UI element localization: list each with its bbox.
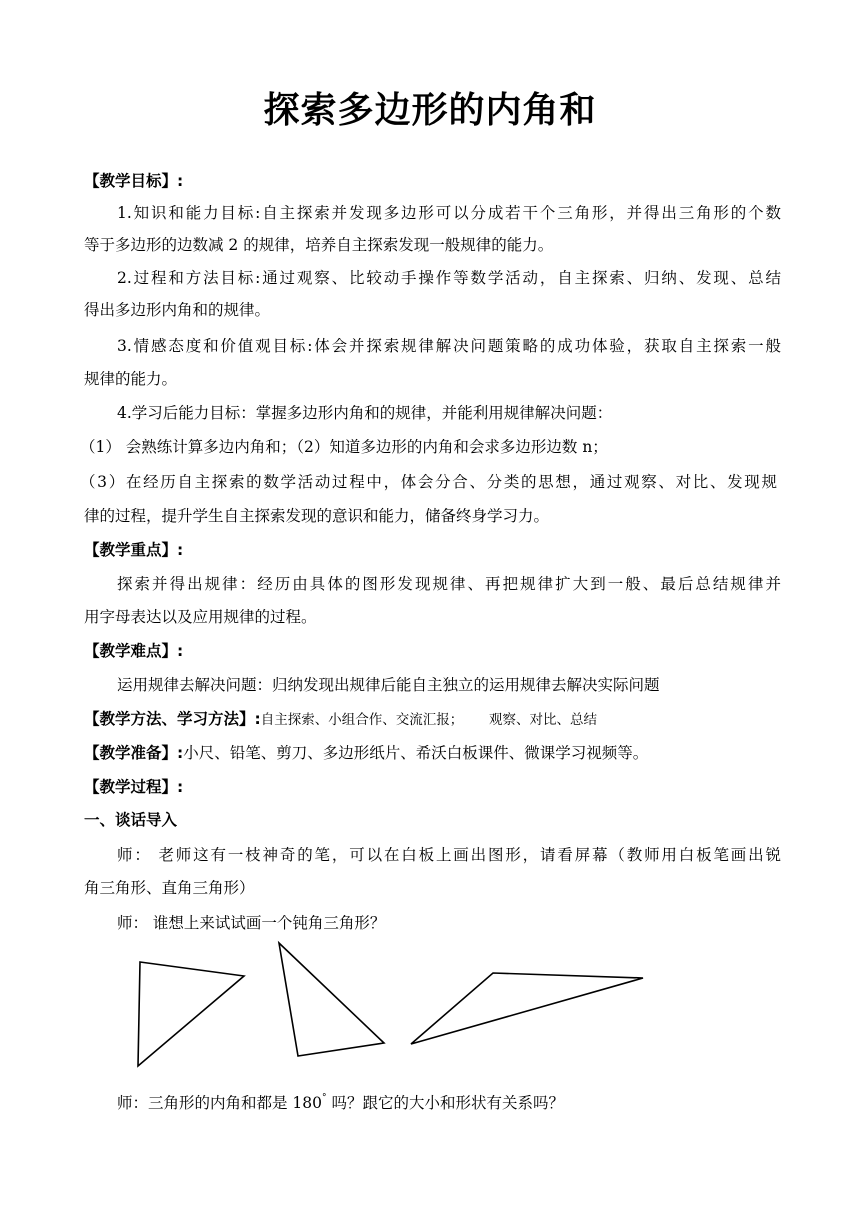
obtuse-triangle [411, 973, 643, 1044]
right-triangle [279, 943, 384, 1056]
objective-2-line-1: 2.过程和方法目标:通过观察、比较动手操作等数学活动，自主探索、归纳、发现、总结 [117, 269, 781, 287]
preparation-text: 小尺、铅笔、剪刀、多边形纸片、希沃白板课件、微课学习视频等。 [183, 744, 649, 762]
difficulties-line-1: 运用规律去解决问题：归纳发现出规律后能自主独立的运用规律去解决实际问题 [117, 676, 660, 694]
methods-text: 自主探索、小组合作、交流汇报； 观察、对比、总结 [260, 712, 597, 728]
objective-sub-3-line-2: 律的过程，提升学生自主探索发现的意识和能力，储备终身学习力。 [84, 507, 550, 525]
page-title: 探索多边形的内角和 [263, 90, 597, 131]
objective-1-line-2: 等于多边形的边数减 2 的规律，培养自主探索发现一般规律的能力。 [84, 236, 554, 254]
objectives-heading: 【教学目标】: [84, 172, 184, 190]
key-points-line-2: 用字母表达以及应用规律的过程。 [84, 608, 317, 626]
acute-triangle [138, 962, 244, 1066]
degree-symbol: ° [322, 1093, 327, 1103]
teacher-line-3 [117, 1088, 817, 1113]
process-heading: 【教学过程】: [84, 778, 184, 796]
teacher-line-3-text: 师：三角形的内角和都是 180 [117, 1094, 323, 1112]
teacher-line-2: 师： 谁想上来试试画一个钝角三角形？ [117, 914, 386, 932]
objective-sub-3-line-1: （3）在经历自主探索的数学活动过程中，体会分合、分类的思想，通过观察、对比、发现规 [80, 473, 777, 491]
section-1-title: 一、谈话导入 [84, 811, 178, 829]
objective-sub-1-2: （1） 会熟练计算多边内角和；（2）知道多边形的内角和会求多边形边数 n； [80, 438, 608, 456]
difficulties-heading: 【教学难点】: [84, 642, 184, 660]
teacher-line-1: 师： 老师这有一枝神奇的笔，可以在白板上画出图形，请看屏幕（教师用白板笔画出锐 [117, 846, 781, 864]
objective-1-line-1: 1.知识和能力目标:自主探索并发现多边形可以分成若干个三角形，并得出三角形的个数 [117, 204, 781, 222]
teacher-line-1-cont: 角三角形、直角三角形） [84, 879, 255, 897]
objective-3-line-2: 规律的能力。 [84, 370, 178, 388]
objective-4: 4.学习后能力目标：掌握多边形内角和的规律，并能利用规律解决问题： [117, 404, 613, 422]
preparation-heading: 【教学准备】: [84, 744, 184, 762]
teacher-line-3-text-end: 吗？跟它的大小和形状有关系吗？ [326, 1094, 564, 1112]
methods-heading: 【教学方法、学习方法】: [84, 710, 261, 728]
objective-3-line-1: 3.情感态度和价值观目标:体会并探索规律解决问题策略的成功体验，获取自主探索一般 [117, 337, 781, 355]
key-points-heading: 【教学重点】: [84, 541, 184, 559]
objective-2-line-2: 得出多边形内角和的规律。 [84, 301, 271, 319]
key-points-line-1: 探索并得出规律：经历由具体的图形发现规律、再把规律扩大到一般、最后总结规律并 [117, 575, 781, 593]
